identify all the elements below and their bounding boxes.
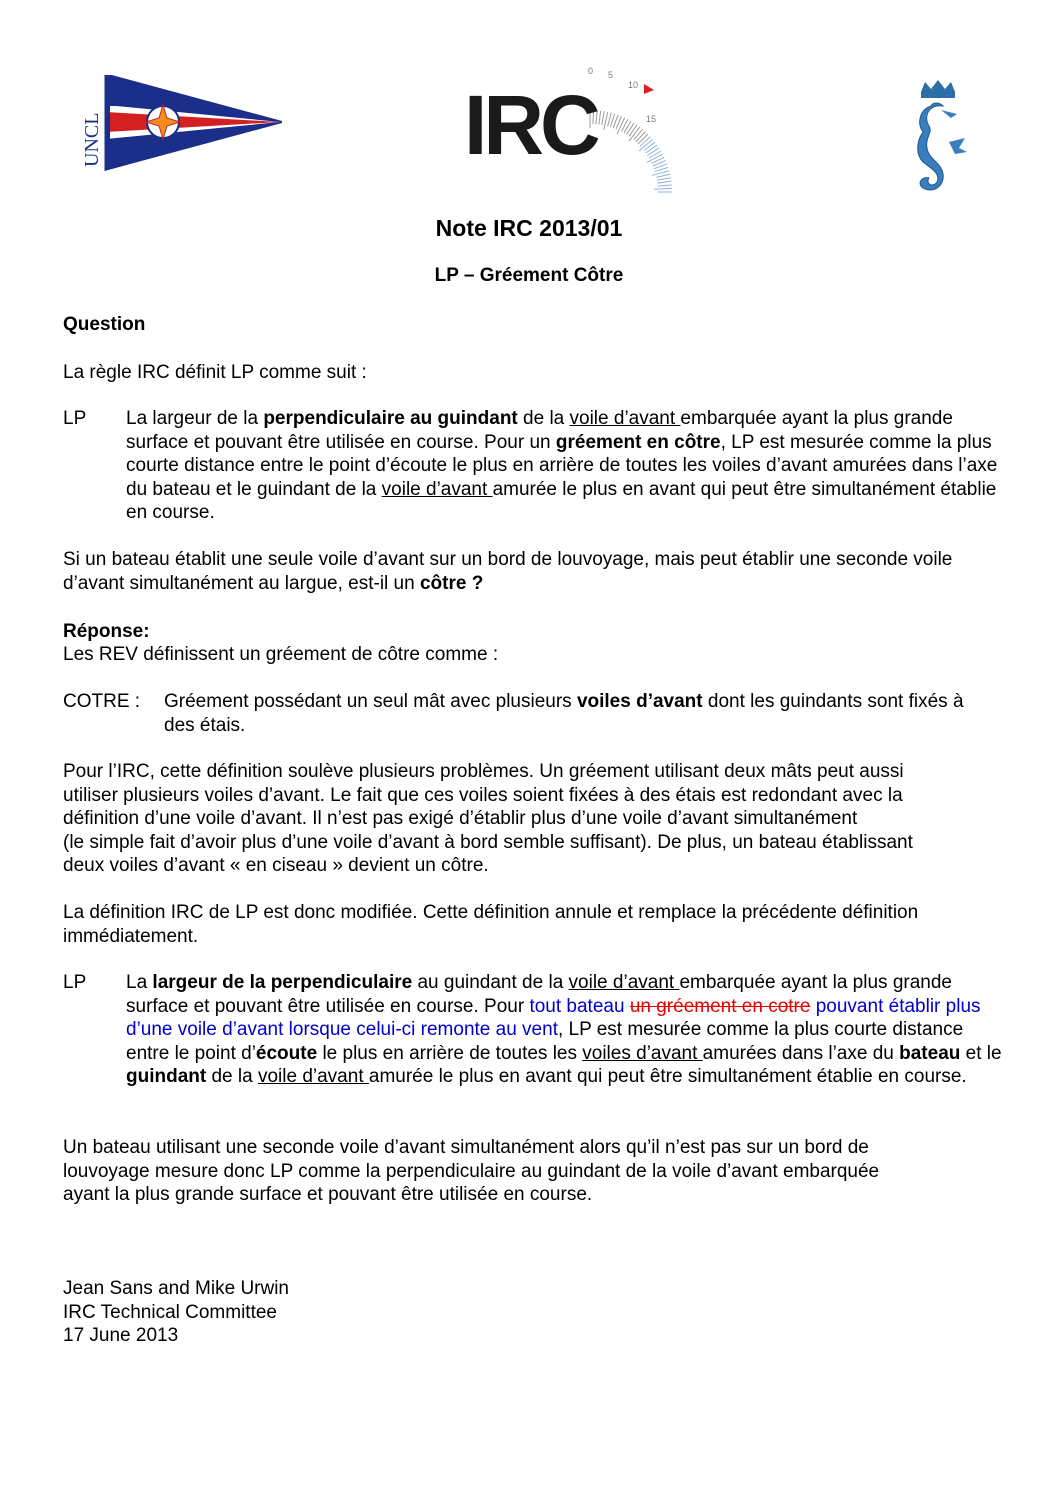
answer-para1-line: Pour l’IRC, cette définition soulève plusieurs problèmes. Un gréement utilisant deux mâts peut aussi <box>63 761 904 782</box>
cotre-def-bold: voiles d’avant <box>576 691 703 712</box>
irc-scale-tick <box>656 174 670 177</box>
question-heading: Question <box>63 314 146 335</box>
irc-scale-tick <box>646 145 657 153</box>
answer-para3-line: louvoyage mesure donc LP comme la perpendiculaire au guindant de la voile d’avant embarquée <box>63 1160 880 1182</box>
irc-scale-tick <box>602 111 604 125</box>
answer-para2-line: La définition IRC de LP est donc modifiée. Cette définition annule et remplace la précédente définition <box>63 902 919 923</box>
irc-scale-tick <box>604 112 608 130</box>
lp-new-text-6: , LP est mesurée comme la plus courte distance entre le point d’ <box>126 1019 964 1064</box>
lp-new-text-1: La <box>126 972 153 993</box>
question-para-bold: côtre ? <box>419 572 484 594</box>
irc-logo-text: IRC <box>464 78 597 172</box>
question-para-text: Si un bateau établit une seule voile d’avant sur un bord de louvoyage, mais peut établir une seconde voile d’avant simultanément au largue, est-il un <box>63 549 953 594</box>
lp-new-deleted: un gréement en cotre <box>629 995 811 1017</box>
signature-committee: IRC Technical Committee <box>63 1301 278 1323</box>
lp-def-underline-1: voile d’avant <box>569 408 681 429</box>
cotre-def-text-1: Gréement possédant un seul mât avec plusieurs <box>164 691 577 712</box>
signature-date: 17 June 2013 <box>63 1325 179 1346</box>
lp-new-text-8: amurées dans l’axe du <box>702 1042 900 1064</box>
question-paragraph <box>63 548 1013 595</box>
lp-def-bold-2: gréement en côtre <box>555 431 721 453</box>
cotre-definition <box>164 690 994 737</box>
lp-new-text-11: amurée le plus en avant qui peut être simultanément établie en course. <box>368 1066 967 1087</box>
irc-scale-tick <box>636 132 645 142</box>
answer-para1-line: (le simple fait d’avoir plus d’une voile d’avant à bord semble suffisant). De plus, un bateau établissant <box>63 831 913 853</box>
irc-scale-tick <box>649 151 661 158</box>
lp-def-bold-1: perpendiculaire au guindant <box>263 408 518 429</box>
irc-scale-0: 0 <box>588 66 594 76</box>
irc-red-pointer <box>644 84 654 94</box>
page-subtitle: LP – Gréement Côtre <box>434 265 624 286</box>
lp-definition-original <box>126 407 1006 525</box>
lp-new-bold-2: écoute <box>255 1042 318 1064</box>
lp-new-text-7: le plus en arrière de toutes les <box>317 1042 583 1064</box>
answer-para2-line: immédiatement. <box>63 925 199 947</box>
irc-scale-tick <box>657 181 671 183</box>
lp-new-text-2: au guindant de la <box>412 972 569 993</box>
answer-para3-line: ayant la plus grande surface et pouvant être utilisée en course. <box>63 1184 593 1205</box>
irc-scale-tick <box>657 178 671 180</box>
answer-para1-line: deux voiles d’avant « en ciseau » devient un côtre. <box>63 855 489 876</box>
lp-new-inserted-2: pouvant établir plus d’une voile d’avant lorsque celui-ci remonte au vent <box>126 995 981 1040</box>
irc-scale-tick <box>624 121 631 133</box>
lp-def-text-3: embarquée ayant la plus grande surface et pouvant être utilisée en course. Pour un <box>126 408 953 453</box>
irc-scale-tick <box>647 148 659 156</box>
irc-scale-tick <box>654 188 672 189</box>
irc-scale-tick <box>640 137 650 146</box>
lp-new-underline-3: voile d’avant <box>257 1066 369 1087</box>
lp-label-new: LP <box>63 972 87 993</box>
lp-label-original: LP <box>63 408 87 429</box>
lp-def-text-5: amurée le plus en avant qui peut être simultanément établie en course. <box>126 478 997 523</box>
lp-new-text-3: embarquée ayant la plus grande surface et pouvant être utilisée en course. Pour <box>126 972 952 1017</box>
cotre-def-text-2: dont les guindants sont fixés à des étais. <box>164 691 964 736</box>
answer-paragraph-3 <box>63 1136 879 1207</box>
lp-new-underline-2: voiles d’avant <box>582 1042 703 1064</box>
answer-paragraph-2 <box>63 901 918 948</box>
irc-scale-tick <box>638 134 648 144</box>
answer-para1-line: définition d’une voile d’avant. Il n’est pas exigé d’établir plus d’une voile d’avant simultanément <box>63 808 858 829</box>
cotre-label: COTRE : <box>63 691 141 712</box>
lp-new-inserted-1: tout bateau <box>529 995 625 1017</box>
lp-new-text-10: de la <box>206 1066 258 1087</box>
answer-heading: Réponse: <box>63 621 150 642</box>
irc-scale-tick <box>658 185 672 186</box>
irc-scale-tick <box>621 119 627 131</box>
lp-new-underline-1: voile d’avant <box>568 972 680 993</box>
irc-scale-15: 15 <box>646 114 657 124</box>
lp-def-text-2: de la <box>517 408 570 429</box>
lp-new-bold-4: guindant <box>126 1066 207 1087</box>
irc-scale-tick <box>599 111 601 125</box>
answer-para3-line: Un bateau utilisant une seconde voile d’avant simultanément alors qu’il n’est pas sur un bord de <box>63 1137 869 1158</box>
lp-def-underline-2: voile d’avant <box>381 478 493 500</box>
lp-def-text-4: , LP est mesurée comme la plus courte distance entre le point d’écoute le plus en arrière de toutes les voiles d’avant amurées dans l’axe du bateau et le guindant de la <box>126 431 998 500</box>
irc-scale-tick <box>617 118 625 134</box>
irc-scale-tick <box>627 123 635 135</box>
irc-scale-tick <box>644 142 655 151</box>
lp-new-bold-3: bateau <box>899 1042 961 1064</box>
answer-intro: Les REV définissent un gréement de côtre comme : <box>63 644 499 665</box>
irc-logo <box>460 62 680 202</box>
answer-para1-line: utiliser plusieurs voiles d’avant. Le fait que ces voiles soient fixées à des étais est redondant avec la <box>63 784 903 806</box>
signature-names: Jean Sans and Mike Urwin <box>63 1278 289 1299</box>
uncl-logo <box>80 75 282 173</box>
lp-def-text-1: La largeur de la <box>126 408 264 429</box>
irc-scale-tick <box>608 113 612 127</box>
irc-scale-tick <box>629 125 637 136</box>
seahorse-crest-logo <box>905 80 975 212</box>
question-intro: La règle IRC définit LP comme suit : <box>63 362 367 383</box>
page-title: Note IRC 2013/01 <box>435 215 623 241</box>
lp-definition-new <box>126 971 1006 1089</box>
irc-scale-5: 5 <box>608 70 614 80</box>
irc-scale-10: 10 <box>628 80 639 90</box>
signature-block <box>63 1277 289 1348</box>
answer-paragraph-1 <box>63 760 913 878</box>
irc-scale-tick <box>634 129 643 140</box>
uncl-logo-text: UNCL <box>81 112 103 167</box>
lp-new-text-9: et le <box>960 1042 1002 1064</box>
lp-new-bold-1: largeur de la perpendiculaire <box>152 972 413 993</box>
